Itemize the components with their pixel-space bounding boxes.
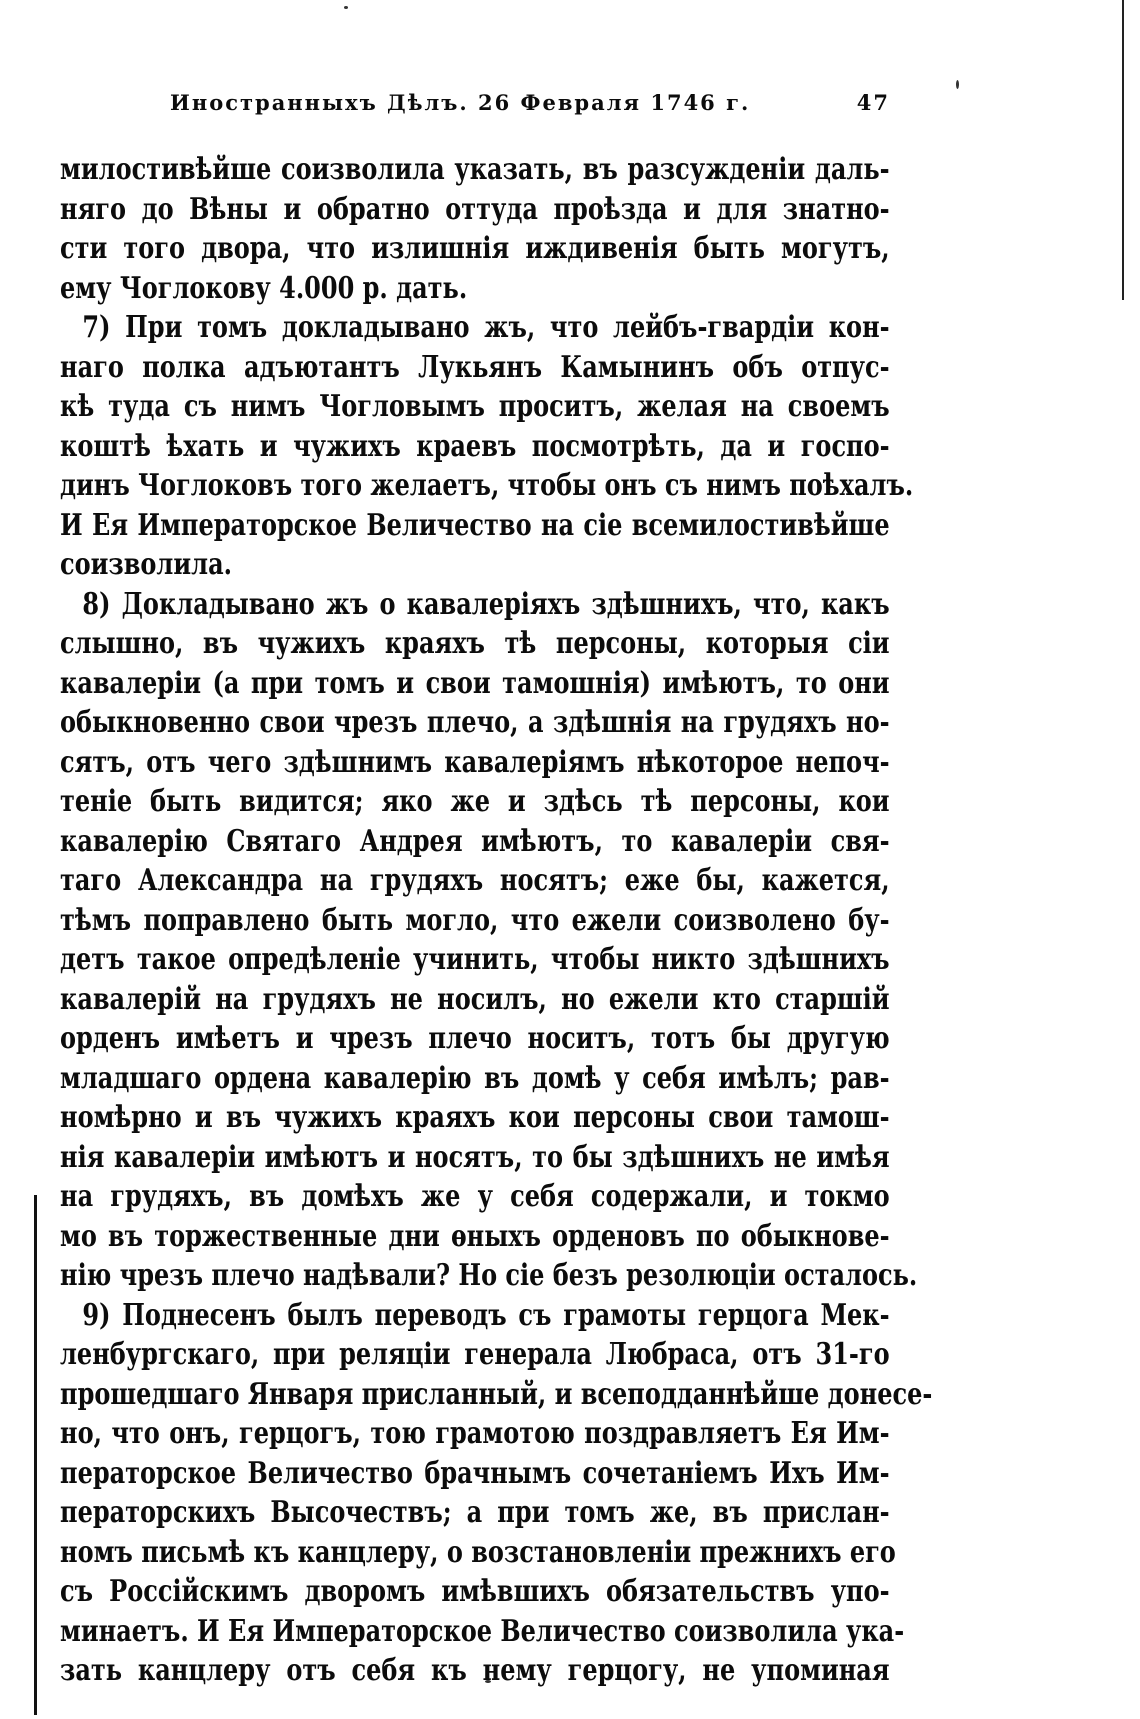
paragraph-7-start: 7) При томъ докладывано жъ, что лейбъ-гвардіи кон- (82, 310, 890, 345)
page-number: 47 (856, 90, 890, 115)
text-line: кѣ туда съ нимъ Чогловымъ проситъ, желая на своемъ (60, 389, 890, 424)
text-line: детъ такое опредѣленіе учинить, чтобы никто здѣшнихъ (60, 942, 890, 977)
scan-speck (956, 80, 959, 89)
text-line: съ Россійскимъ дворомъ имѣвшихъ обязательствъ упо- (60, 1574, 890, 1609)
text-line: наго полка адъютантъ Лукьянъ Камынинъ объ отпус- (60, 349, 890, 385)
text-line: тѣмъ поправлено быть могло, что ежели соизволено бу- (60, 902, 890, 938)
body-text (60, 150, 933, 1691)
text-line: орденъ имѣетъ и чрезъ плечо носитъ, тотъ бы другую (60, 1021, 890, 1056)
text-line: сти того двора, что излишнія иждивенія быть могутъ, (60, 231, 890, 266)
text-line: милостивѣйше соизволила указать, въ разсужденіи даль- (60, 152, 890, 187)
text-line: обыкновенно свои чрезъ плечо, а здѣшнія на грудяхъ но- (60, 705, 890, 740)
text-line: теніе быть видится; яко же и здѣсь тѣ персоны, кои (60, 784, 890, 819)
paragraph-9-start: 9) Поднесенъ былъ переводъ съ грамоты герцога Мек- (82, 1297, 890, 1333)
text-line: соизволила. (60, 547, 232, 582)
text-line: таго Александра на грудяхъ носятъ; еже бы, кажется, (60, 863, 890, 898)
text-line: ленбургскаго, при реляціи генерала Любраса, отъ 31-го (60, 1337, 890, 1372)
text-line: но, что онъ, герцогъ, тою грамотою поздравляетъ Ея Им- (60, 1416, 890, 1451)
text-line: номѣрно и въ чужихъ краяхъ кои персоны свои тамош- (60, 1100, 890, 1135)
text-line: няго до Вѣны и обратно оттуда проѣзда и для знатно- (60, 191, 890, 227)
scan-speck (344, 6, 348, 9)
text-line: И Ея Императорское Величество на сіе всемилостивѣйше (60, 507, 890, 543)
text-line: на грудяхъ, въ домѣхъ же у себя содержали, и токмо (60, 1179, 890, 1214)
text-line: нію чрезъ плечо надѣвали? Но сіе безъ резолюціи осталось. (60, 1258, 918, 1293)
running-title: Иностранныхъ Дѣлъ. 26 Февраля 1746 г. (170, 90, 751, 115)
text-line: номъ письмѣ къ канцлеру, о возстановленіи прежнихъ его (60, 1534, 896, 1570)
text-line: зать канцлеру отъ себя къ нему герцогу, не упоминая (60, 1653, 890, 1688)
text-line: минаетъ. И Ея Императорское Величество соизволила ука- (60, 1613, 905, 1649)
text-line: мо въ торжественные дни ѳныхъ орденовъ по обыкнове- (60, 1218, 890, 1254)
text-line: кавалеріи (а при томъ и свои тамошнія) имѣютъ, то они (60, 665, 890, 701)
scan-edge-mark-right (1122, 0, 1124, 300)
text-line: кавалерій на грудяхъ не носилъ, но ежели кто старшій (60, 981, 890, 1017)
scan-edge-mark-left (34, 1195, 37, 1715)
text-line: динъ Чоглоковъ того желаетъ, чтобы онъ съ нимъ поѣхалъ. (60, 468, 914, 503)
text-line: младшаго ордена кавалерію въ домѣ у себя имѣлъ; рав- (60, 1060, 890, 1096)
text-line: сятъ, отъ чего здѣшнимъ кавалеріямъ нѣкоторое непоч- (60, 744, 890, 780)
running-header (170, 90, 890, 130)
text-line: прошедшаго Января присланный, и всеподданнѣйше донесе- (60, 1376, 933, 1412)
text-line: коштѣ ѣхать и чужихъ краевъ посмотрѣть, да и госпо- (60, 428, 890, 464)
text-line: ему Чоглокову 4.000 р. дать. (60, 270, 468, 306)
text-line: ператорское Величество брачнымъ сочетаніемъ Ихъ Им- (60, 1455, 890, 1491)
text-line: ператорскихъ Высочествъ; а при томъ же, въ прислан- (60, 1495, 890, 1530)
text-line: кавалерію Святаго Андрея имѣютъ, то кавалеріи свя- (60, 823, 890, 859)
paragraph-8-start: 8) Докладывано жъ о кавалеріяхъ здѣшнихъ, что, какъ (82, 586, 890, 622)
text-line: слышно, въ чужихъ краяхъ тѣ персоны, которыя сіи (60, 626, 890, 661)
text-line: нія кавалеріи имѣютъ и носятъ, то бы здѣшнихъ не имѣя (60, 1139, 890, 1175)
